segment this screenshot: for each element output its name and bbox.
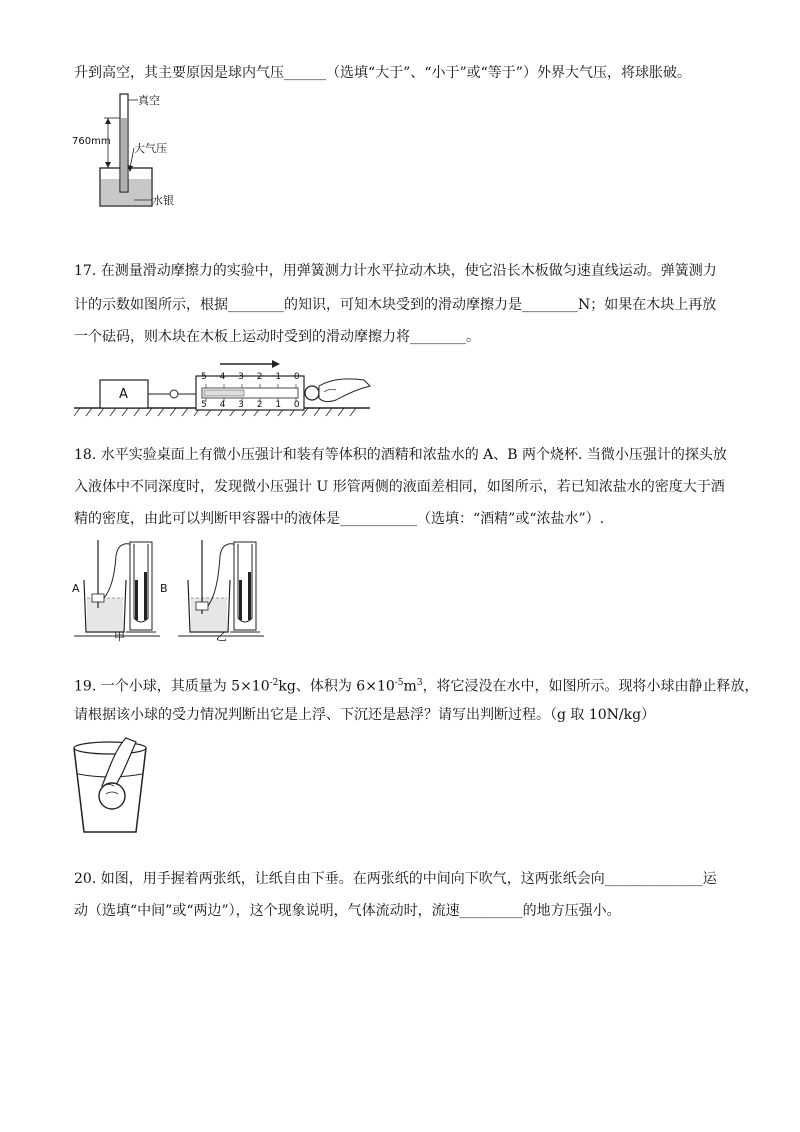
q19-unit: m [403,678,417,695]
q17-line-2: 计的示数如图所示，根据________的知识，可知木块受到的滑动摩擦力是________N；如果在木块上再放 [74,297,717,313]
q16-text: 升到高空，其主要原因是球内气压______（选填“大于”、“小于”或“等于”）外界大气压，将球胀破。 [74,65,691,81]
q19-text-c: ，将它浸没在水中，如图所示。现将小球由静止释放， [422,678,759,695]
q17-line-1: 17. 在测量滑动摩擦力的实验中，用弹簧测力计水平拉动木块，使它沿长木板做匀速直线运动。弹簧测力 [74,263,717,279]
pressure-gauge-figure [70,536,270,644]
q19-text-a: 19. 一个小球，其质量为 5×10 [74,678,270,695]
q20-line-2: 动（选填“中间”或“两边”），这个现象说明，气体流动时，流速_________的地方压强小。 [74,903,621,919]
spring-scale-figure [74,356,374,422]
q19-line-2: 请根据该小球的受力情况判断出它是上浮、下沉还是悬浮？请写出判断过程。（g 取 10N/kg） [74,707,656,723]
beaker-a-label: A [72,582,80,595]
torricelli-figure [74,88,204,213]
q20-line-1: 20. 如图，用手握着两张纸，让纸自由下垂。在两张纸的中间向下吹气，这两张纸会向______________运 [74,871,717,887]
label-vacuum: 真空 [138,94,160,107]
q18-line-3: 精的密度，由此可以判断甲容器中的液体是___________（选填：“酒精”或“浓盐水”）. [74,511,605,527]
caption-jia: 甲 [114,630,125,643]
q19-exp-3: 3 [416,678,423,688]
q17-line-3: 一个砝码，则木块在木板上运动时受到的滑动摩擦力将________。 [74,329,480,345]
label-mercury: 水银 [152,194,174,207]
label-atm: 大气压 [134,142,167,155]
caption-yi: 乙 [216,630,227,643]
q19-exp-2: -5 [394,678,404,688]
label-760mm: 760mm [72,136,111,147]
q19-exp-1: -2 [269,678,279,688]
q19-line-1 [74,674,759,696]
scale-numbers-top: 5 4 3 2 1 0 [201,372,305,382]
scale-numbers-bottom: 5 4 3 2 1 0 [201,400,305,410]
q19-text-b: kg、体积为 6×10 [278,678,395,695]
block-a-label: A [119,387,128,402]
q18-line-2: 入液体中不同深度时，发现微小压强计 U 形管两侧的液面差相同，如图所示，若已知浓盐水的密度大于酒 [74,479,725,495]
q18-line-1: 18. 水平实验桌面上有微小压强计和装有等体积的酒精和浓盐水的 A、B 两个烧杯. 当微小压强计的探头放 [74,447,727,463]
beaker-b-label: B [160,582,168,595]
cup-ball-figure [72,736,148,836]
